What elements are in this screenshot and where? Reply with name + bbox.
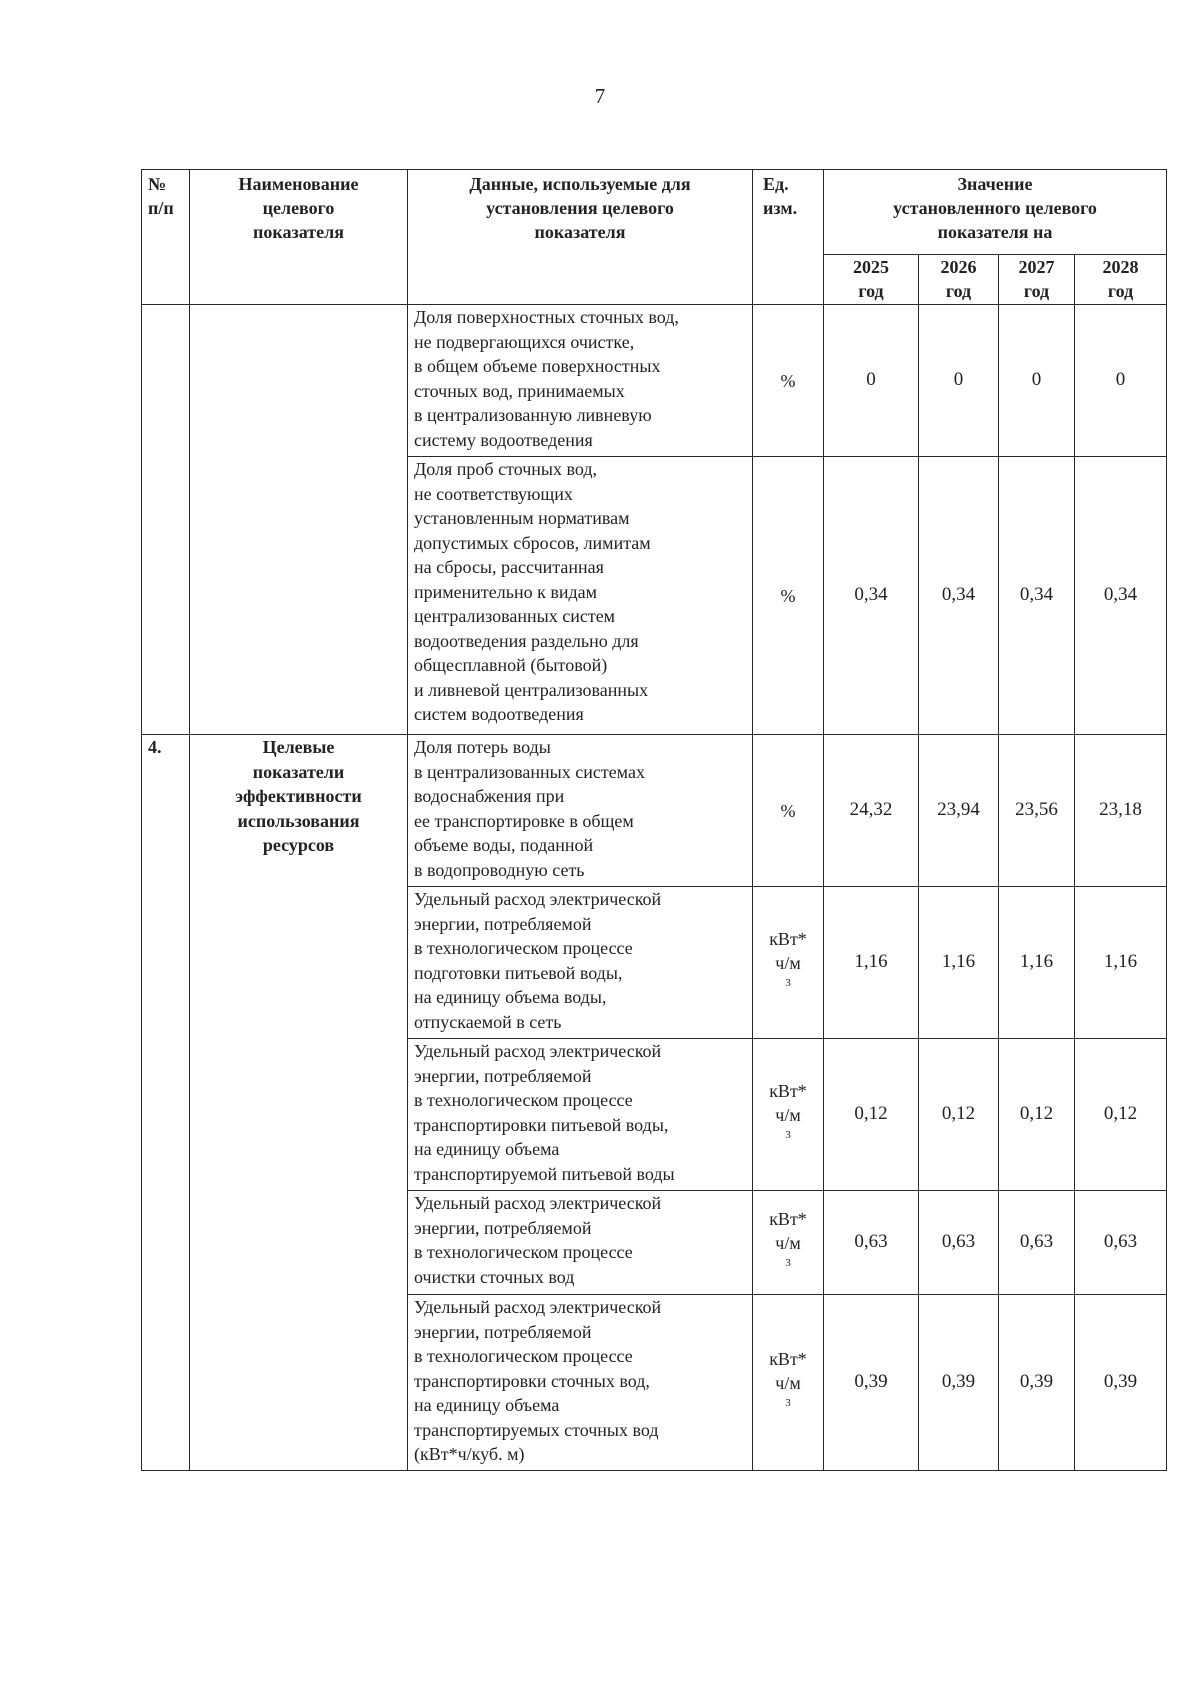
- row-data-line: отпускаемой в сеть: [414, 1011, 562, 1032]
- row-data: [408, 887, 753, 1039]
- unit-line: [759, 1231, 817, 1279]
- row-data: [408, 1039, 753, 1191]
- row-data-line: энергии, потребляемой: [414, 1217, 592, 1238]
- row-data-line: допустимых сбросов, лимитам: [414, 532, 651, 553]
- unit-base: ч/м: [775, 1104, 801, 1125]
- row-value-2027: 0,12: [999, 1039, 1075, 1191]
- unit-line: [759, 1103, 817, 1151]
- row-value-2028: 0,39: [1075, 1295, 1167, 1471]
- row-data-line: Удельный расход электрической: [414, 889, 662, 909]
- table-row: [142, 305, 1167, 457]
- row-data-line: очистки сточных вод: [414, 1266, 575, 1287]
- row-data-line: централизованных систем: [414, 606, 616, 626]
- year-suffix: год: [945, 281, 972, 301]
- row-data-line: в технологическом процессе: [414, 1242, 633, 1262]
- row-value-2027: 0,63: [999, 1191, 1075, 1295]
- row-data-line: на единицу объема воды,: [414, 987, 607, 1007]
- unit-line: [759, 1371, 817, 1419]
- header-data-line: установления целевого: [486, 198, 674, 218]
- row-data-line: применительно к видам: [414, 581, 598, 602]
- header-data: [408, 170, 753, 305]
- row-data-line: в централизованную ливневую: [414, 405, 652, 425]
- row-data-line: в технологическом процессе: [414, 1090, 633, 1110]
- row-data: [408, 305, 753, 457]
- row-unit: [753, 887, 824, 1039]
- row-data-line: водоснабжения при: [414, 786, 565, 806]
- row-unit: [753, 1191, 824, 1295]
- row-value-2025: 0,12: [824, 1039, 919, 1191]
- row-value-2025: 0,39: [824, 1295, 919, 1471]
- row-value-2028: 23,18: [1075, 735, 1167, 887]
- row-num: [142, 305, 190, 735]
- row-data-line: в технологическом процессе: [414, 1346, 633, 1366]
- unit-line: [759, 951, 817, 999]
- header-value-line: Значение: [957, 174, 1033, 194]
- row-data: [408, 1295, 753, 1471]
- row-data-line: транспортируемых сточных вод: [414, 1419, 659, 1440]
- row-value-2028: 1,16: [1075, 887, 1167, 1039]
- unit-line: кВт*: [769, 928, 807, 949]
- header-year-2028: [1075, 255, 1167, 305]
- unit-superscript: 3: [785, 976, 791, 989]
- row-name: [190, 305, 408, 735]
- header-num-line: п/п: [148, 198, 174, 218]
- row-value-2028: 0,34: [1075, 457, 1167, 735]
- row-name-line: показатели: [252, 761, 345, 782]
- row-name: [190, 735, 408, 1471]
- row-data-line: энергии, потребляемой: [414, 1321, 592, 1342]
- row-unit: %: [753, 735, 824, 887]
- header-name: [190, 170, 408, 305]
- header-name-line: показателя: [253, 222, 344, 242]
- header-value-line: показателя на: [937, 222, 1053, 242]
- row-value-2027: 0: [999, 305, 1075, 457]
- unit-base: ч/м: [775, 952, 801, 973]
- row-value-2026: 1,16: [919, 887, 999, 1039]
- year-suffix: год: [858, 281, 884, 301]
- row-data-line: в централизованных системах: [414, 761, 645, 782]
- unit-base: ч/м: [775, 1232, 801, 1253]
- row-value-2026: 0,63: [919, 1191, 999, 1295]
- row-data-line: (кВт*ч/куб. м): [414, 1444, 525, 1464]
- row-value-2027: 1,16: [999, 887, 1075, 1039]
- row-data-line: транспортировки сточных вод,: [414, 1370, 650, 1391]
- year-label: 2027: [1018, 257, 1055, 277]
- row-value-2026: 0,39: [919, 1295, 999, 1471]
- target-indicators-table: [141, 169, 1167, 1471]
- row-name-line: использования: [237, 810, 360, 831]
- header-year-2027: [999, 255, 1075, 305]
- header-unit-line: изм.: [763, 198, 798, 218]
- page-number: 7: [594, 84, 606, 108]
- row-data-line: в общем объеме поверхностных: [414, 356, 661, 376]
- header-year-2025: [824, 255, 919, 305]
- row-data-line: не подвергающихся очистке,: [414, 331, 635, 352]
- year-label: 2028: [1102, 257, 1139, 277]
- row-data-line: в водопроводную сеть: [414, 859, 585, 880]
- row-data-line: энергии, потребляемой: [414, 913, 592, 934]
- row-unit: %: [753, 305, 824, 457]
- row-data: [408, 457, 753, 735]
- year-suffix: год: [1023, 281, 1050, 301]
- row-data-line: подготовки питьевой воды,: [414, 962, 623, 983]
- row-value-2025: 0,63: [824, 1191, 919, 1295]
- row-data-line: в технологическом процессе: [414, 938, 633, 958]
- row-unit: [753, 1039, 824, 1191]
- row-data-line: Доля проб сточных вод,: [414, 459, 598, 479]
- year-label: 2025: [853, 257, 889, 277]
- row-num: 4.: [142, 735, 190, 1471]
- row-data: [408, 1191, 753, 1295]
- header-value: [824, 170, 1167, 255]
- row-data: [408, 735, 753, 887]
- row-value-2025: 0: [824, 305, 919, 457]
- row-value-2027: 0,39: [999, 1295, 1075, 1471]
- row-data-line: установленным нормативам: [414, 508, 630, 528]
- row-data-line: ее транспортировке в общем: [414, 810, 634, 831]
- row-data-line: энергии, потребляемой: [414, 1065, 592, 1086]
- row-value-2025: 1,16: [824, 887, 919, 1039]
- row-data-line: объеме воды, поданной: [414, 835, 594, 855]
- row-data-line: Удельный расход электрической: [414, 1041, 662, 1061]
- row-data-line: систему водоотведения: [414, 429, 593, 450]
- row-data-line: водоотведения раздельно для: [414, 630, 639, 651]
- row-value-2027: 0,34: [999, 457, 1075, 735]
- header-data-line: показателя: [534, 222, 626, 242]
- row-unit: %: [753, 457, 824, 735]
- header-name-line: целевого: [262, 198, 335, 218]
- row-value-2025: 24,32: [824, 735, 919, 887]
- row-value-2028: 0,63: [1075, 1191, 1167, 1295]
- unit-superscript: 3: [785, 1256, 791, 1269]
- row-value-2026: 0,12: [919, 1039, 999, 1191]
- row-data-line: Удельный расход электрической: [414, 1193, 662, 1213]
- header-num: [142, 170, 190, 305]
- header-row: [142, 170, 1167, 255]
- row-name-line: эффективности: [235, 786, 362, 806]
- header-value-line: установленного целевого: [893, 198, 1097, 218]
- unit-superscript: 3: [785, 1128, 791, 1141]
- row-data-line: общесплавной (бытовой): [414, 655, 608, 675]
- row-data-line: на единицу объема: [414, 1139, 560, 1159]
- header-unit: [753, 170, 824, 305]
- year-label: 2026: [940, 257, 977, 277]
- row-data-line: и ливневой централизованных: [414, 679, 649, 700]
- row-data-line: Удельный расход электрической: [414, 1297, 662, 1317]
- year-suffix: год: [1107, 281, 1134, 301]
- row-value-2027: 23,56: [999, 735, 1075, 887]
- header-name-line: Наименование: [238, 174, 359, 194]
- header-year-2026: [919, 255, 999, 305]
- unit-line: кВт*: [769, 1080, 807, 1101]
- row-data-line: на сбросы, рассчитанная: [414, 557, 604, 577]
- row-data-line: Доля потерь воды: [414, 737, 551, 757]
- row-data-line: транспортируемой питьевой воды: [414, 1163, 675, 1184]
- row-name-line: ресурсов: [262, 835, 335, 855]
- unit-line: кВт*: [769, 1208, 807, 1229]
- row-value-2028: 0,12: [1075, 1039, 1167, 1191]
- row-value-2028: 0: [1075, 305, 1167, 457]
- header-num-line: №: [148, 174, 167, 194]
- unit-base: ч/м: [775, 1372, 801, 1393]
- row-value-2025: 0,34: [824, 457, 919, 735]
- row-value-2026: 0,34: [919, 457, 999, 735]
- row-value-2026: 23,94: [919, 735, 999, 887]
- row-data-line: Доля поверхностных сточных вод,: [414, 307, 679, 327]
- row-data-line: транспортировки питьевой воды,: [414, 1114, 669, 1135]
- row-unit: [753, 1295, 824, 1471]
- row-value-2026: 0: [919, 305, 999, 457]
- row-data-line: не соответствующих: [414, 483, 573, 504]
- unit-line: кВт*: [769, 1348, 807, 1369]
- row-data-line: сточных вод, принимаемых: [414, 380, 625, 401]
- header-unit-line: Ед.: [763, 174, 789, 194]
- row-name-line: Целевые: [262, 737, 335, 757]
- row-data-line: систем водоотведения: [414, 704, 584, 724]
- table-row: [142, 735, 1167, 887]
- header-data-line: Данные, используемые для: [469, 174, 691, 194]
- unit-superscript: 3: [785, 1396, 791, 1409]
- row-data-line: на единицу объема: [414, 1395, 560, 1415]
